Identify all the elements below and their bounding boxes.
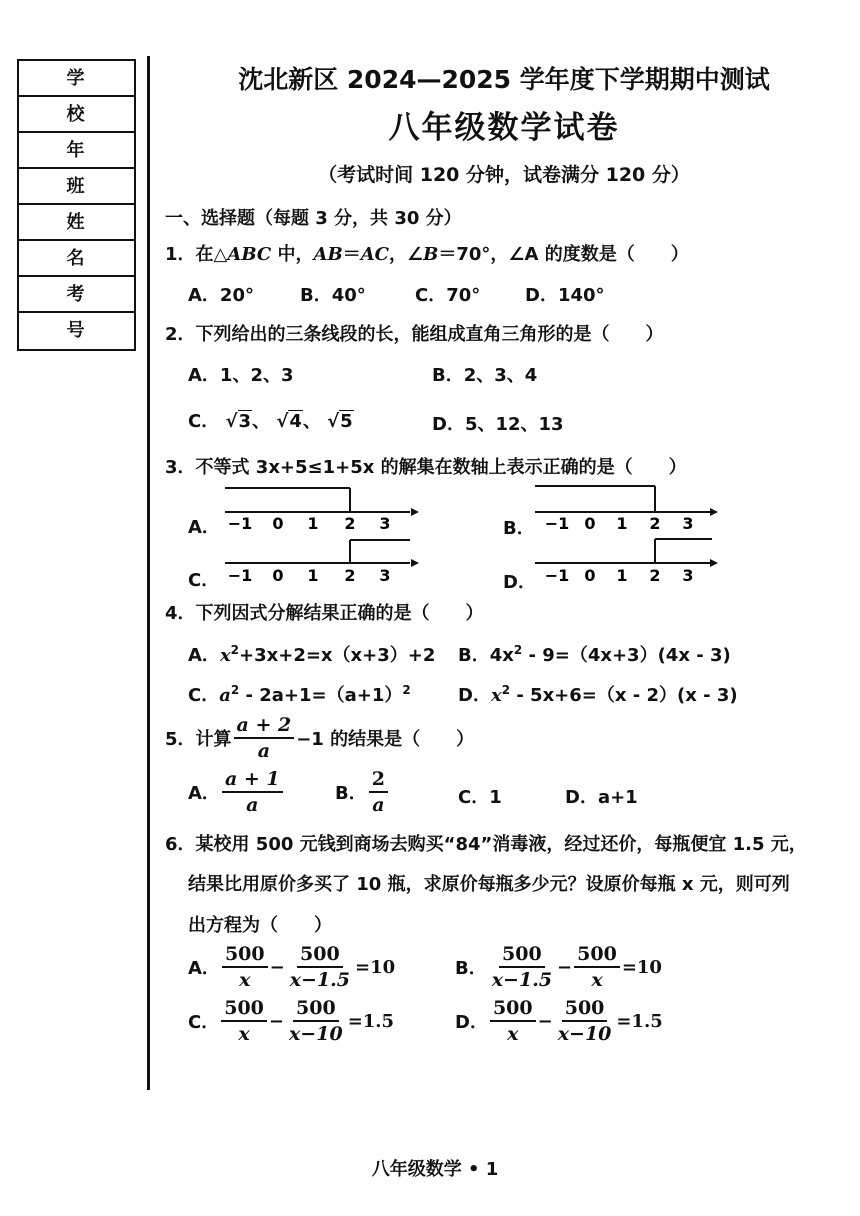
tick-label: 2 [344,514,356,532]
q4-option-a[interactable]: A．$x^2+3x+2=x(x+3)+2$ [188,643,436,666]
tick-label: 2 [344,566,356,585]
q4-option-d[interactable]: D．$x^2 - 5x+6=(x - 2)(x - 3)$ [458,683,738,706]
tick-label: 0 [272,514,284,532]
page-footer: 八年级数学 • 1 [371,1159,499,1180]
tick-label: −1 [227,514,253,532]
q1-option-c[interactable]: C．70° [415,285,481,306]
q6-option-a[interactable]: A． $\frac{500}{x}$ − $\frac{500}{x-1.5}$ =10 [188,943,396,991]
q5-fraction: $\frac{a + 2}{a}$ [234,713,295,763]
q3-numberline-c [215,535,420,585]
q3-numberline-d [530,535,720,585]
q3-option-d-label[interactable]: D． [503,572,536,593]
question-1: 1．在△ABC 中，AB＝AC，∠B＝70°，∠A 的度数是（ ） [165,244,689,265]
q5-option-d[interactable]: D．a+1 [565,787,638,808]
q1-option-b[interactable]: B．40° [300,285,366,306]
tick-label: 0 [584,514,596,532]
tick-label: 3 [379,514,391,532]
q3-option-c-label[interactable]: C． [188,570,220,591]
q6-option-c[interactable]: C． $\frac{500}{x}$ − $\frac{500}{x-10}$ =1.5 [188,997,395,1045]
tick-label: 0 [272,566,284,585]
question-5: 5．计算 $\frac{a + 2}{a}$ −1 的结果是（ ） [165,714,475,762]
q5-option-b[interactable]: B． $\frac{2}{a}$ [335,767,390,817]
question-2: 2．下列给出的三条线段的长，能组成直角三角形的是（ ） [165,324,664,345]
tick-label: −1 [544,514,570,532]
tick-label: 1 [616,566,628,585]
tick-label: 1 [616,514,628,532]
tick-label: −1 [227,566,253,585]
q1-option-a[interactable]: A．20° [188,285,254,306]
tick-label: 1 [307,566,319,585]
q3-option-a-label[interactable]: A． [188,517,220,538]
q2-option-b[interactable]: B．2、3、4 [432,365,538,386]
school-label: 学 校 [19,61,134,97]
name-label: 姓 名 [19,205,134,241]
question-6-line-1: 6．某校用 500 元钱到商场去购买“84”消毒液，经过还价，每瓶便宜 1.5 元， [165,834,807,855]
section-heading: 一、选择题（每题 3 分，共 30 分） [165,208,462,229]
exam-title: 沈北新区 2024—2025 学年度下学期期中测试 [238,65,770,94]
tick-label: 1 [307,514,319,532]
q3-numberline-a [215,482,420,532]
q2-option-a[interactable]: A．1、2、3 [188,365,294,386]
question-6-line-3: 出方程为（ ） [188,915,332,936]
paper-title: 八年级数学试卷 [388,110,620,146]
question-3: 3．不等式 3x+5≤1+5x 的解集在数轴上表示正确的是（ ） [165,457,687,478]
exam-number-label: 考 号 [19,277,134,313]
class-label: 年 班 [19,133,134,169]
tick-label: 3 [682,566,694,585]
q6-option-d[interactable]: D． $\frac{500}{x}$ − $\frac{500}{x-10}$ =1.5 [455,997,663,1045]
q2-option-d[interactable]: D．5、12、13 [432,414,564,435]
q5-option-c[interactable]: C．1 [458,787,502,808]
q4-option-c[interactable]: C．$a^2 - 2a+1=(a+1)^2$ [188,683,411,706]
q2-option-c[interactable]: C． √3、 √4、 √5 [188,411,353,432]
q3-numberline-b [530,482,720,532]
tick-label: 3 [379,566,391,585]
q4-option-b[interactable]: B．$4x^2 - 9=(4x+3)(4x - 3)$ [458,643,731,666]
tick-label: −1 [544,566,570,585]
student-info-table [17,59,136,351]
tick-label: 0 [584,566,596,585]
q6-option-b[interactable]: B． $\frac{500}{x-1.5}$ − $\frac{500}{x}$ =10 [455,943,662,991]
question-4: 4．下列因式分解结果正确的是（ ） [165,603,484,624]
q3-option-b-label[interactable]: B． [503,518,535,539]
question-6-line-2: 结果比用原价多买了 10 瓶，求原价每瓶多少元？设原价每瓶 x 元，则可列 [188,874,790,895]
binding-line [147,56,150,1090]
q1-option-d[interactable]: D．140° [525,285,605,306]
q5-option-a[interactable]: A． $\frac{a + 1}{a}$ [188,767,285,817]
tick-label: 3 [682,514,694,532]
exam-info: （考试时间 120 分钟，试卷满分 120 分） [318,164,690,186]
tick-label: 2 [649,566,661,585]
tick-label: 2 [649,514,661,532]
